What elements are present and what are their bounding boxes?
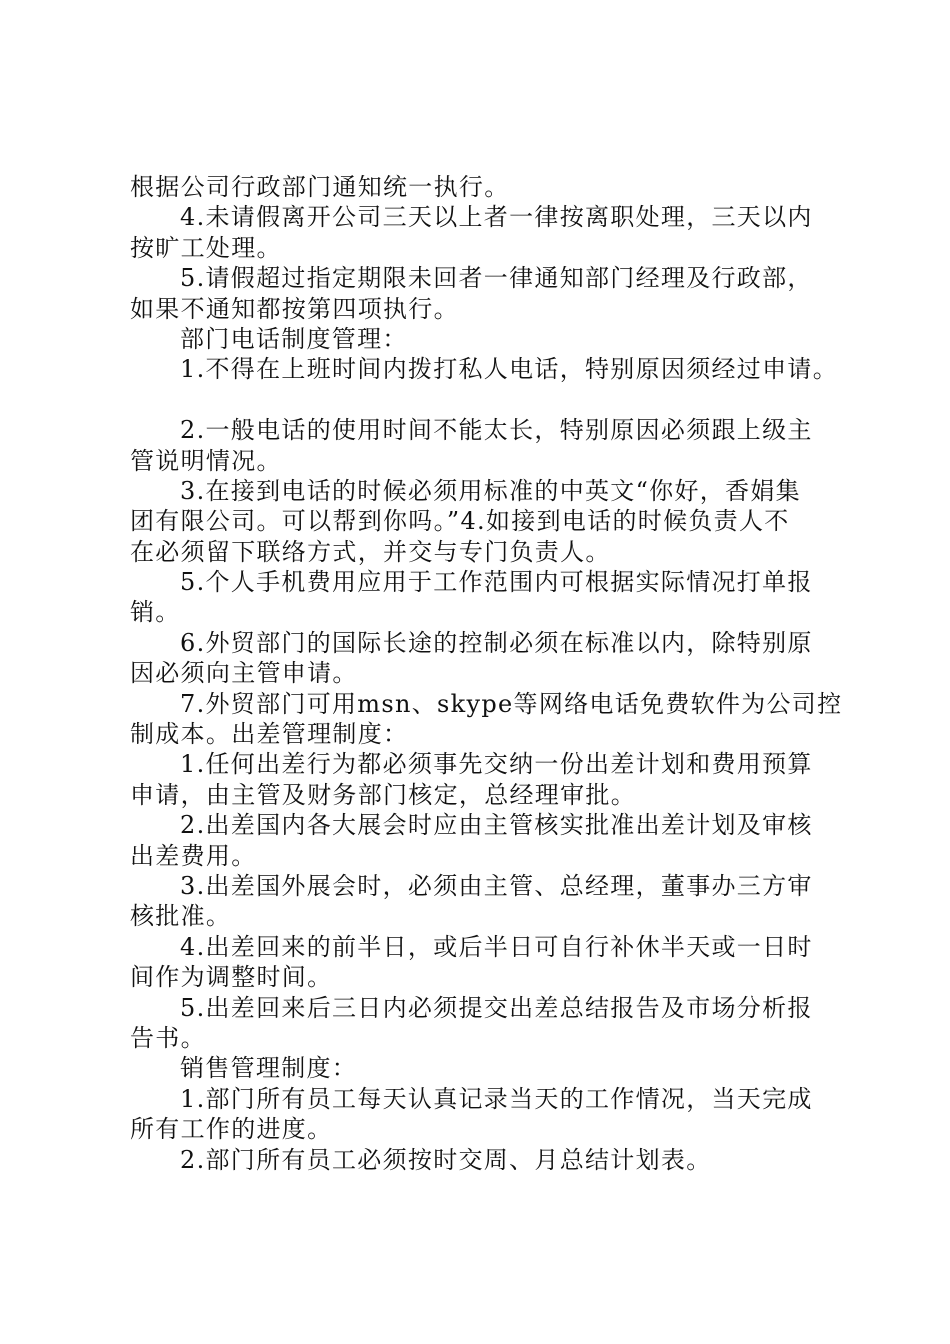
- text-line: 告书。: [130, 1023, 206, 1052]
- text-line: 2.出差国内各大展会时应由主管核实批准出差计划及审核: [180, 811, 813, 840]
- text-line: 2.一般电话的使用时间不能太长，特别原因必须跟上级主: [180, 416, 813, 445]
- blank-line: [130, 385, 835, 415]
- text-line: 按旷工处理。: [130, 233, 282, 262]
- text-line: 2.部门所有员工必须按时交周、月总结计划表。: [180, 1145, 712, 1174]
- text-line: 1.任何出差行为都必须事先交纳一份出差计划和费用预算: [180, 750, 813, 779]
- text-line: 4.未请假离开公司三天以上者一律按离职处理，三天以内: [180, 203, 813, 232]
- text-line: 团有限公司。可以帮到你吗。”4.如接到电话的时候负责人不: [130, 507, 790, 536]
- text-line: 7.外贸部门可用msn、skype等网络电话免费软件为公司控: [180, 689, 843, 718]
- text-line: 1.不得在上班时间内拨打私人电话，特别原因须经过申请。: [180, 355, 838, 384]
- text-line: 根据公司行政部门通知统一执行。: [130, 173, 510, 201]
- text-line: 5.出差回来后三日内必须提交出差总结报告及市场分析报: [180, 993, 813, 1022]
- text-line: 间作为调整时间。: [130, 963, 333, 992]
- section-heading: 部门电话制度管理：: [180, 324, 408, 353]
- text-line: 4.出差回来的前半日，或后半日可自行补休半天或一日时: [180, 932, 813, 961]
- text-line: 管说明情况。: [130, 446, 282, 475]
- text-line: 3.出差国外展会时，必须由主管、总经理，董事办三方审: [180, 871, 813, 900]
- text-line: 5.请假超过指定期限未回者一律通知部门经理及行政部，: [180, 264, 813, 293]
- text-line: 销。: [130, 598, 181, 627]
- section-heading: 销售管理制度：: [180, 1054, 358, 1083]
- text-line: 在必须留下联络方式，并交与专门负责人。: [130, 537, 611, 566]
- text-line: 如果不通知都按第四项执行。: [130, 294, 459, 323]
- text-line: 6.外贸部门的国际长途的控制必须在标准以内，除特别原: [180, 628, 813, 657]
- text-line: 所有工作的进度。: [130, 1115, 333, 1144]
- text-line: 出差费用。: [130, 841, 257, 870]
- text-line: 因必须向主管申请。: [130, 659, 358, 688]
- text-line: 3.在接到电话的时候必须用标准的中英文“你好，香娟集: [180, 476, 801, 505]
- text-line: 制成本。出差管理制度：: [130, 720, 409, 749]
- document-body: [130, 172, 843, 1175]
- text-line: 1.部门所有员工每天认真记录当天的工作情况，当天完成: [180, 1084, 813, 1113]
- text-line: 5.个人手机费用应用于工作范围内可根据实际情况打单报: [180, 568, 813, 597]
- text-line: 申请，由主管及财务部门核定，总经理审批。: [130, 780, 636, 809]
- text-line: 核批准。: [130, 902, 232, 931]
